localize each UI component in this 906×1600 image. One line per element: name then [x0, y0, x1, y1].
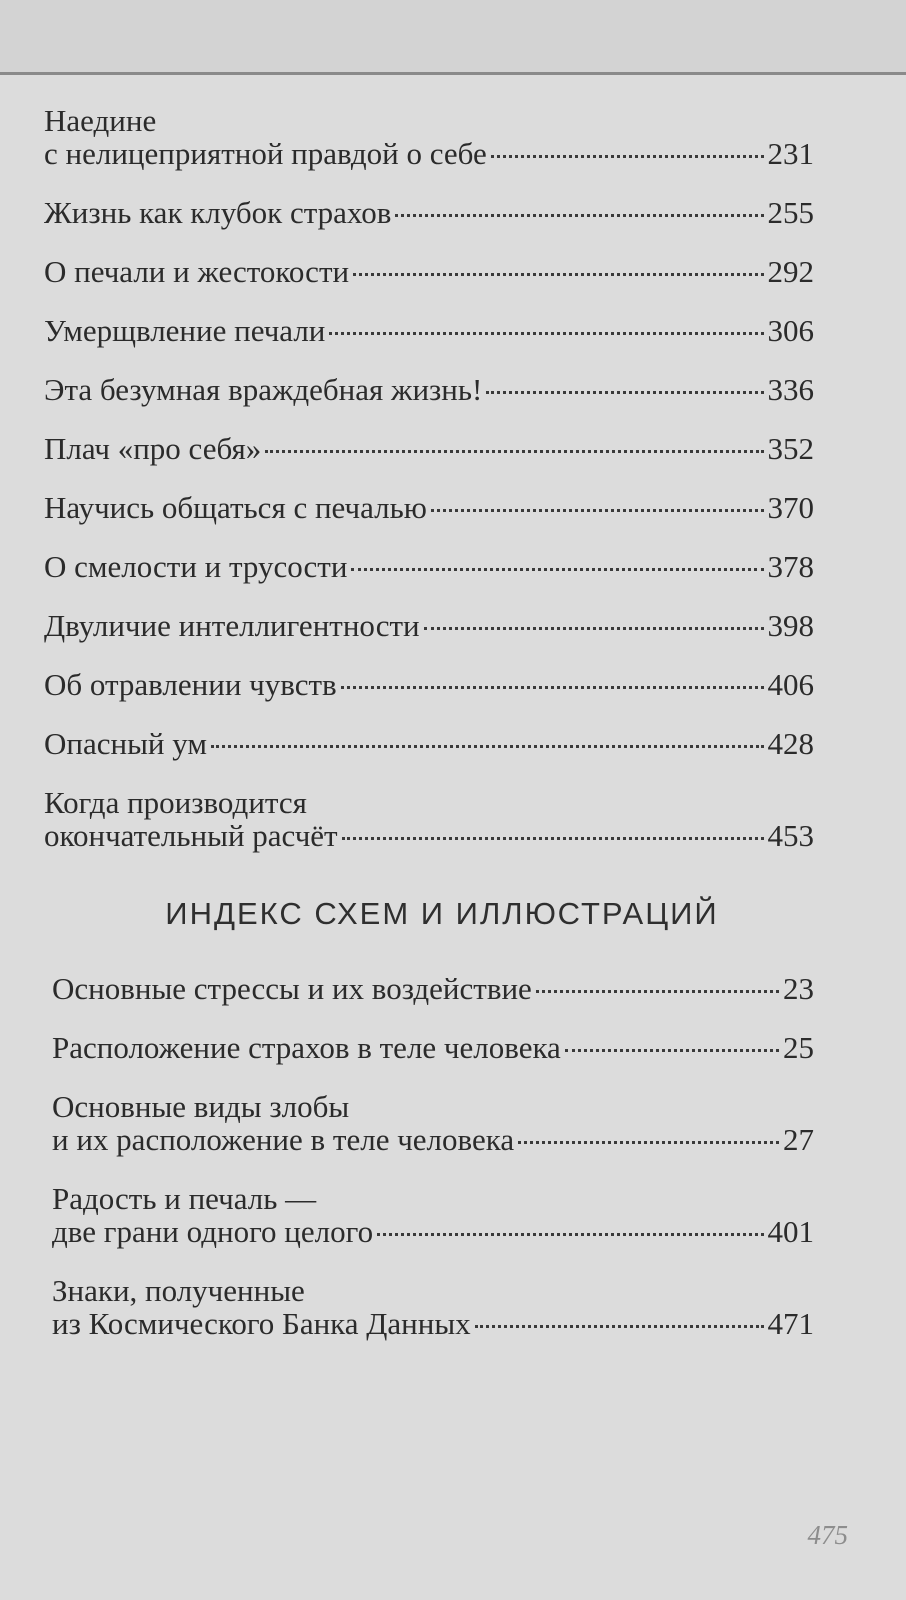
entry-last-line [52, 1307, 814, 1340]
entry-title-line: Расположение страхов в теле человека [52, 1030, 561, 1065]
entry-last-line [44, 550, 814, 583]
dot-leader [491, 155, 764, 158]
entry-last-line [44, 668, 814, 701]
entry-page-number: 401 [767, 1214, 814, 1249]
entry-page-number: 453 [767, 818, 814, 853]
entry-last-line [52, 1123, 814, 1156]
entry-title-line: Научись общаться с печалью [44, 490, 427, 525]
dot-leader [211, 745, 764, 748]
entry-page-number: 352 [767, 431, 814, 466]
dot-leader [536, 990, 779, 993]
entry-page-number: 306 [767, 313, 814, 348]
entry-title-line: и их расположение в теле человека [52, 1122, 515, 1157]
entry-title-line: Плач «про себя» [44, 431, 262, 466]
entry-title-line: Основные стрессы и их воздействие [52, 971, 532, 1006]
dot-leader [341, 686, 764, 689]
dot-leader [329, 332, 763, 335]
dot-leader [351, 568, 763, 571]
dot-leader [431, 509, 764, 512]
entry-title-line: Знаки, полученные [52, 1273, 305, 1308]
toc-entry [44, 550, 814, 583]
entry-last-line [44, 373, 814, 406]
toc-entry [44, 727, 814, 760]
entry-page-number: 336 [767, 372, 814, 407]
entry-last-line [44, 196, 814, 229]
entry-last-line [44, 819, 814, 852]
toc-entry [44, 255, 814, 288]
entry-page-number: 406 [767, 667, 814, 702]
index-list [52, 972, 814, 1340]
entry-last-line [52, 1031, 814, 1064]
entry-page-number: 255 [767, 195, 814, 230]
entry-last-line [44, 491, 814, 524]
entry-last-line [52, 972, 814, 1005]
entry-last-line [44, 609, 814, 642]
top-band [0, 0, 906, 74]
entry-title-line: Умерщвление печали [44, 313, 326, 348]
toc-entry [44, 609, 814, 642]
dot-leader [377, 1233, 763, 1236]
toc-entry [52, 1031, 814, 1064]
entry-title-line: Радость и печаль — [52, 1181, 317, 1216]
entry-title-line: две грани одного целого [52, 1214, 374, 1249]
page-number: 475 [807, 1520, 848, 1550]
entry-last-line [52, 1215, 814, 1248]
table-of-contents [44, 104, 814, 1366]
toc-entry [44, 668, 814, 701]
entry-title-line: О печали и жестокости [44, 254, 350, 289]
toc-entry [44, 314, 814, 347]
toc-entry [52, 1274, 814, 1340]
toc-entry [52, 1090, 814, 1156]
entry-last-line [44, 137, 814, 170]
entry-title-line: Наедине [44, 103, 157, 138]
entry-last-line [44, 314, 814, 347]
entry-page-number: 23 [783, 971, 814, 1006]
index-heading: ИНДЕКС СХЕМ И ИЛЛЮСТРАЦИЙ [165, 896, 719, 931]
entry-page-number: 378 [767, 549, 814, 584]
entry-page-number: 292 [767, 254, 814, 289]
entry-last-line [44, 727, 814, 760]
entry-title-line: Опасный ум [44, 726, 207, 761]
dot-leader [565, 1049, 779, 1052]
entry-title-line: Жизнь как клубок страхов [44, 195, 392, 230]
entry-page-number: 471 [767, 1306, 814, 1341]
toc-entry [44, 786, 814, 852]
dot-leader [265, 450, 763, 453]
entry-last-line [44, 255, 814, 288]
dot-leader [342, 837, 764, 840]
toc-entry [44, 432, 814, 465]
dot-leader [424, 627, 764, 630]
dot-leader [486, 391, 763, 394]
toc-entry [52, 972, 814, 1005]
entry-title-line: из Космического Банка Данных [52, 1306, 471, 1341]
entry-title-line: Когда производится [44, 785, 307, 820]
toc-entry [44, 104, 814, 170]
entry-title-line: окончательный расчёт [44, 818, 338, 853]
entry-title-line: Эта безумная враждебная жизнь! [44, 372, 483, 407]
entry-page-number: 428 [767, 726, 814, 761]
entry-page-number: 398 [767, 608, 814, 643]
toc-entry [44, 196, 814, 229]
entry-page-number: 27 [783, 1122, 814, 1157]
dot-leader [395, 214, 763, 217]
top-rule [0, 72, 906, 75]
toc-entry [52, 1182, 814, 1248]
entry-title-line: Основные виды злобы [52, 1089, 350, 1124]
entry-page-number: 25 [783, 1030, 814, 1065]
dot-leader [353, 273, 763, 276]
dot-leader [518, 1141, 779, 1144]
entry-title-line: О смелости и трусости [44, 549, 348, 584]
entry-page-number: 370 [767, 490, 814, 525]
toc-entry [44, 491, 814, 524]
toc-entry [44, 373, 814, 406]
entry-title-line: Об отравлении чувств [44, 667, 337, 702]
toc-list [44, 104, 814, 852]
entry-title-line: с нелицеприятной правдой о себе [44, 136, 487, 171]
entry-page-number: 231 [767, 136, 814, 171]
entry-title-line: Двуличие интеллигентности [44, 608, 420, 643]
dot-leader [475, 1325, 764, 1328]
entry-last-line [44, 432, 814, 465]
